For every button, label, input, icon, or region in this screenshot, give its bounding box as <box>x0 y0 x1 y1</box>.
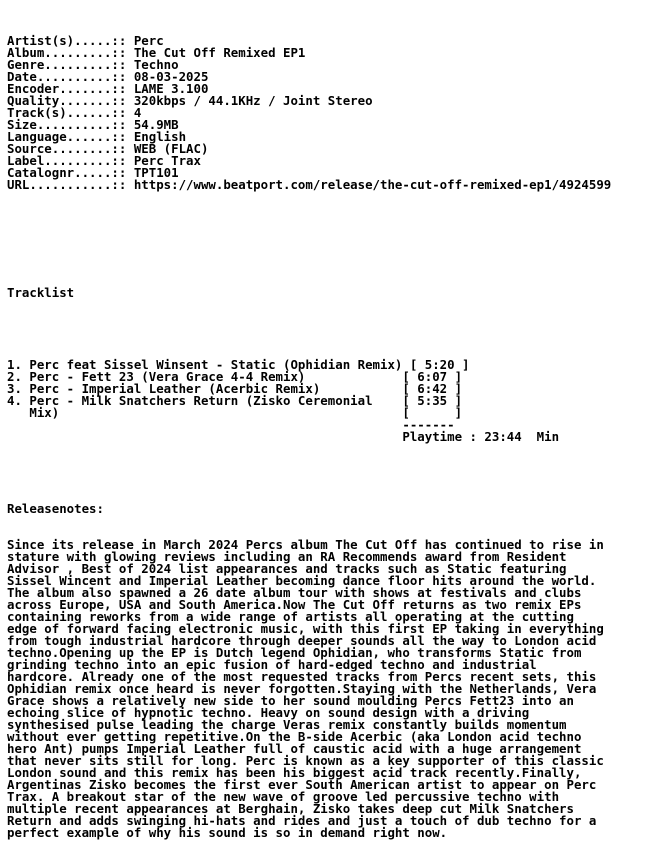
releasenotes-line: synthesised pulse leading the charge Veras remix constantly builds momentum <box>7 717 567 732</box>
track-line: 1. Perc feat Sissel Winsent - Static (Ophidian Remix) [ 5:20 ] <box>7 357 470 372</box>
header-line: Language......:: English <box>7 129 187 144</box>
track-line: 3. Perc - Imperial Leather (Acerbic Remix) [ 6:42 ] <box>7 381 463 396</box>
header-line: Album.........:: The Cut Off Remixed EP1 <box>7 45 306 60</box>
releasenotes-line: The album also spawned a 26 date album tour with shows at festivals and clubs <box>7 585 582 600</box>
releasenotes-line: techno.Opening up the EP is Dutch legend Ophidian, who transforms Static from <box>7 645 582 660</box>
header-line: Artist(s).....:: Perc <box>7 33 164 48</box>
releasenotes-block <box>7 539 611 839</box>
releasenotes-line: edge of forward facing electronic music, with this first EP taking in everything <box>7 621 604 636</box>
releasenotes-line: stature with glowing reviews including an RA Recommends award from Resident <box>7 549 567 564</box>
header-line: Catalognr.....:: TPT101 <box>7 165 179 180</box>
releasenotes-line: Grace shows a relatively new side to her sound moulding Percs Fett23 into an <box>7 693 574 708</box>
header-block <box>7 35 611 191</box>
header-line: Genre.........:: Techno <box>7 57 179 72</box>
header-line: Date..........:: 08-03-2025 <box>7 69 209 84</box>
header-line: Label.........:: Perc Trax <box>7 153 201 168</box>
releasenotes-line: London sound and this remix has been his biggest acid track recently.Finally, <box>7 765 582 780</box>
track-line: Mix) [ ] <box>7 405 463 420</box>
tracklist-block <box>7 359 611 443</box>
releasenotes-heading: Releasenotes: <box>7 501 104 516</box>
releasenotes-line: perfect example of why his sound is so in demand right now. <box>7 825 448 840</box>
releasenotes-line: echoing slice of hypnotic techno. Heavy on sound design with a driving <box>7 705 530 720</box>
header-line: Track(s)......:: 4 <box>7 105 142 120</box>
releasenotes-line: Trax. A breakout star of the new wave of groove led percussive techno with <box>7 789 560 804</box>
releasenotes-line: hero Ant) pumps Imperial Leather full of caustic acid with a huge arrangement <box>7 741 582 756</box>
releasenotes-line: grinding techno into an epic fusion of hard-edged techno and industrial <box>7 657 537 672</box>
track-line: 2. Perc - Fett 23 (Vera Grace 4-4 Remix) [ 6:07 ] <box>7 369 463 384</box>
header-line: Quality.......:: 320kbps / 44.1KHz / Joint Stereo <box>7 93 373 108</box>
nfo-document <box>7 11 611 851</box>
releasenotes-line: from tough industrial hardcore through deeper sounds all the way to London acid <box>7 633 597 648</box>
header-line: Source........:: WEB (FLAC) <box>7 141 209 156</box>
releasenotes-line: hardcore. Already one of the most requested tracks from Percs recent sets, this <box>7 669 597 684</box>
releasenotes-line: Return and adds swinging hi-hats and rides and just a touch of dub techno for a <box>7 813 597 828</box>
header-line: Encoder.......:: LAME 3.100 <box>7 81 209 96</box>
track-line: ------- <box>7 417 455 432</box>
header-line: URL...........:: https://www.beatport.com/release/the-cut-off-remixed-ep1/4924599 <box>7 177 612 192</box>
header-line: Size..........:: 54.9MB <box>7 117 179 132</box>
releasenotes-line: without ever getting repetitive.On the B-side Acerbic (aka London acid techno <box>7 729 582 744</box>
releasenotes-line: that never sits still for long. Perc is known as a key supporter of this classic <box>7 753 604 768</box>
releasenotes-line: Argentinas Zisko becomes the first ever South American artist to appear on Perc <box>7 777 597 792</box>
releasenotes-line: Ophidian remix once heard is never forgotten.Staying with the Netherlands, Vera <box>7 681 597 696</box>
releasenotes-line: Advisor , Best of 2024 list appearances and tracks such as Static featuring <box>7 561 567 576</box>
tracklist-heading: Tracklist <box>7 285 75 300</box>
releasenotes-line: across Europe, USA and South America.Now The Cut Off returns as two remix EPs <box>7 597 582 612</box>
releasenotes-line: Since its release in March 2024 Percs album The Cut Off has continued to rise in <box>7 537 604 552</box>
releasenotes-line: containing reworks from a wide range of artists all operating at the cutting <box>7 609 574 624</box>
track-line: 4. Perc - Milk Snatchers Return (Zisko Ceremonial [ 5:35 ] <box>7 393 463 408</box>
releasenotes-line: Sissel Wincent and Imperial Leather becoming dance floor hits around the world. <box>7 573 597 588</box>
releasenotes-line: multiple recent appearances at Berghain, Zisko takes deep cut Milk Snatchers <box>7 801 574 816</box>
track-line: Playtime : 23:44 Min <box>7 429 560 444</box>
